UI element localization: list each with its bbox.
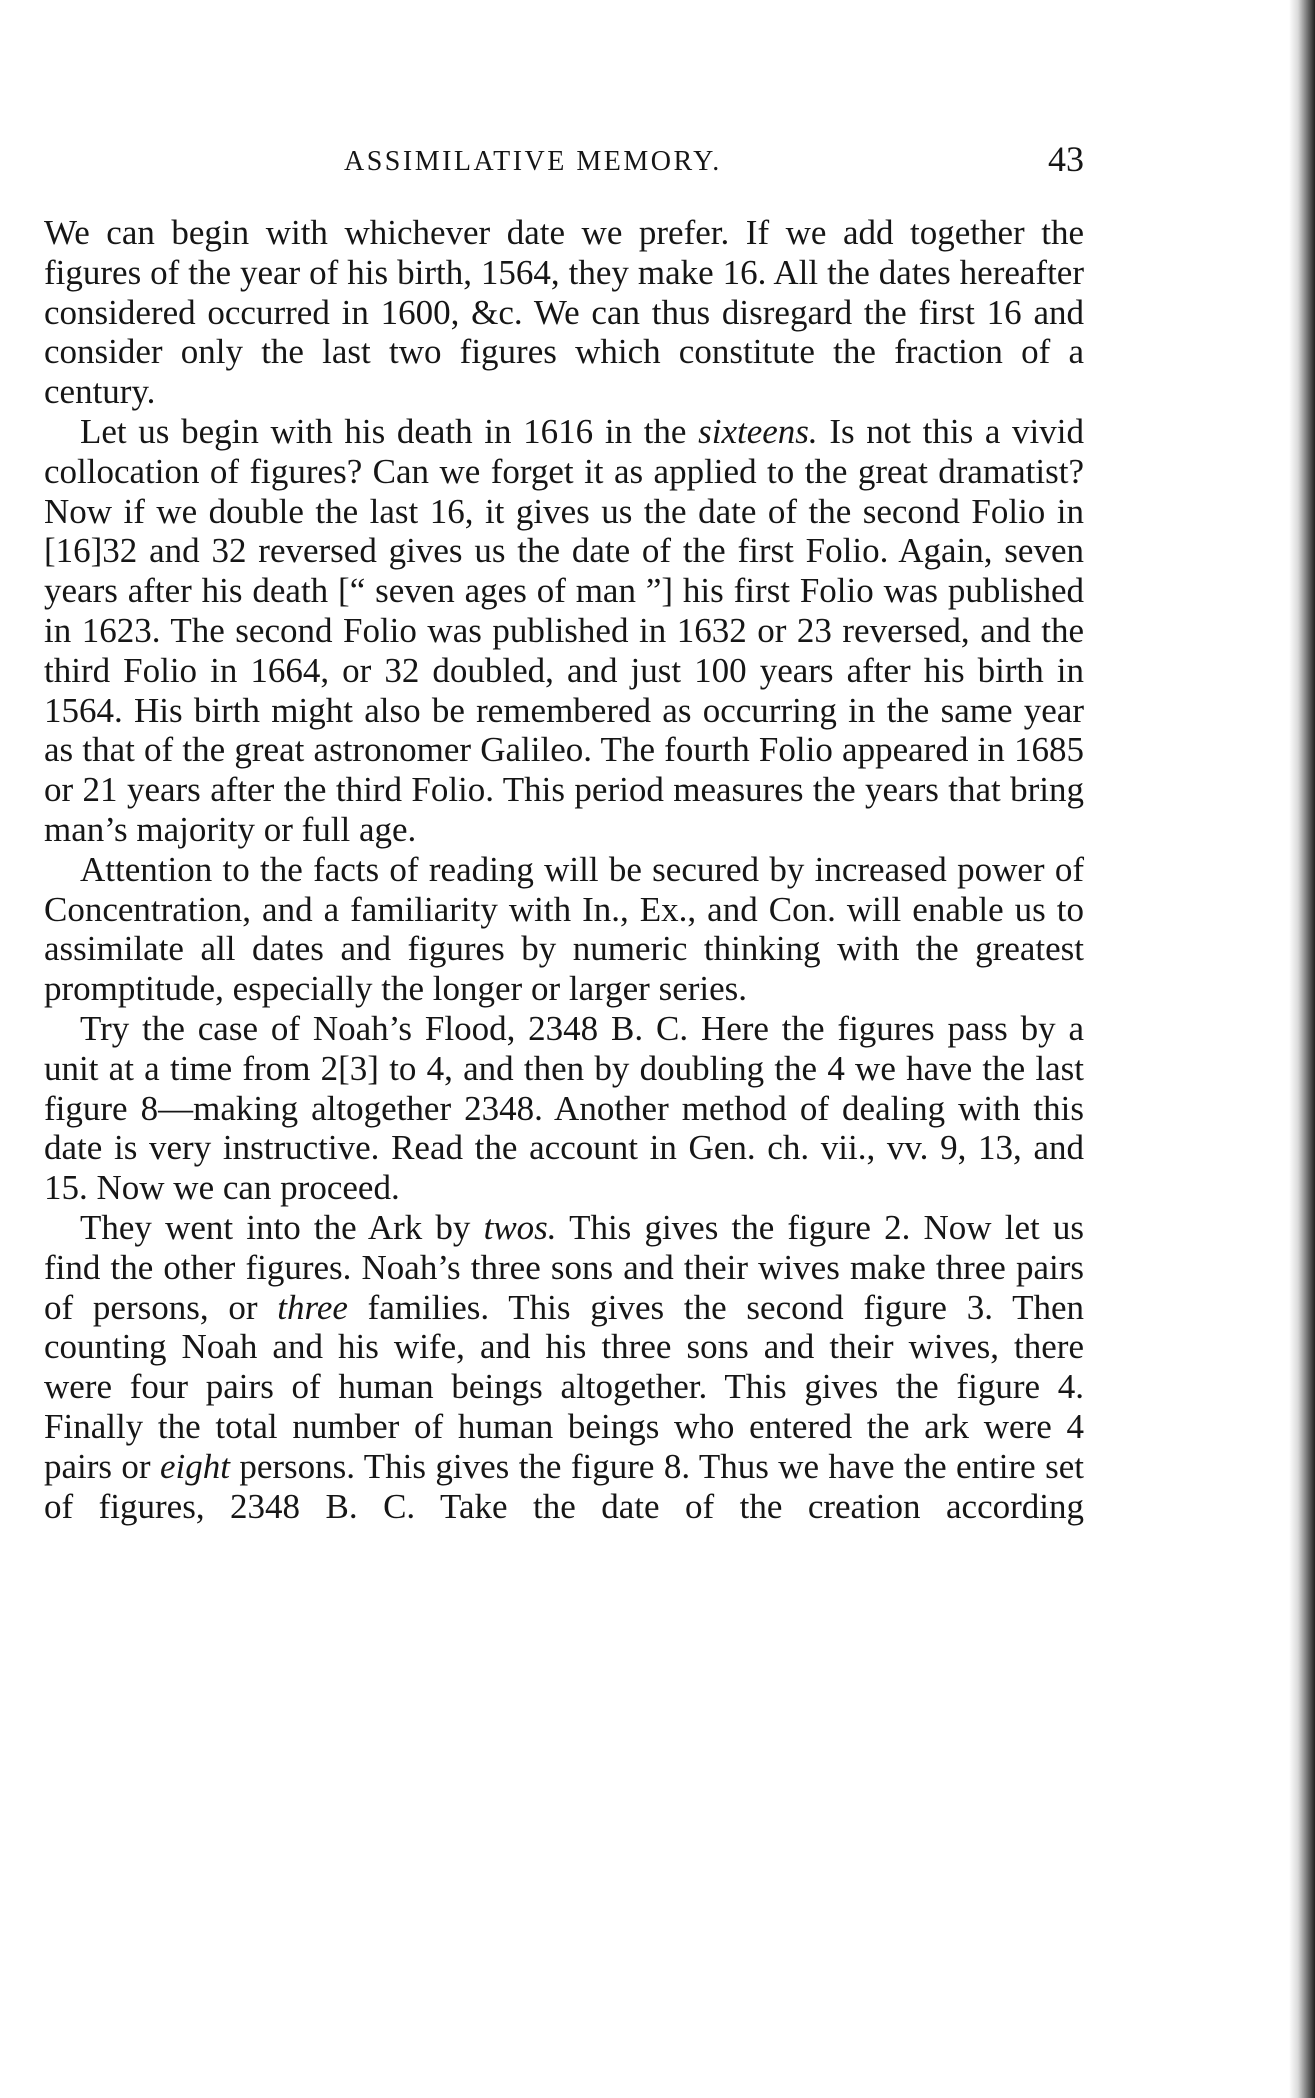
paragraph-2-text-b: Is not this a vivid collocation of figures? Can we forget it as applied to the great dramatist? Now if we double the last 16, it gives us the date of the second Folio in [16]32 and 32 reversed gives us the date of the first Folio. Again, seven years after his death [“ seven ages of man ”] his first Folio was published in 1623. The second Folio was published in 1632 or 23 reversed, and the third Folio in 1664, or 32 doubled, and just 100 years after his birth in 1564. His birth might also be remembered as occurring in the same year as that of the great astronomer Galileo. The fourth Folio appeared in 1685 or 21 years after the third Folio. This period measures the years that bring man’s majority or full age. — [44, 411, 1084, 849]
paragraph-5-italic-three: three — [277, 1287, 348, 1327]
paragraph-4-text: Try the case of Noah’s Flood, 2348 B. C. Here the figures pass by a unit at a time from 2[3] to 4, and then by doubling the 4 we have the last figure 8—making altogether 2348. Another method of dealing with this date is very instructive. Read the account in Gen. ch. vii., vv. 9, 13, and 15. Now we can proceed. — [44, 1008, 1084, 1208]
paragraph-5-text-a: They went into the Ark by — [80, 1207, 484, 1247]
page-edge-shadow — [1289, 0, 1315, 2098]
paragraph-2-text-a: Let us begin with his death in 1616 in the — [80, 411, 699, 451]
paragraph-5-italic-twos: twos. — [483, 1207, 557, 1247]
paragraph-2-italic: sixteens. — [698, 411, 818, 451]
paragraph-5-italic-eight: eight — [159, 1446, 230, 1486]
paragraph-5-text-d: persons. This gives the figure 8. Thus we have the entire set of figures, 2348 B. C. Take the date of the creation according — [44, 1446, 1084, 1526]
paragraph-5 — [44, 1208, 1084, 1526]
paragraph-5-text-c: families. This gives the second figure 3. Then counting Noah and his wife, and his three sons and their wives, there were four pairs of human beings altogether. This gives the figure 4. Finally the total number of human beings who entered the ark were 4 pairs or — [44, 1287, 1084, 1486]
paragraph-4 — [44, 1009, 1084, 1208]
paragraph-2 — [44, 412, 1084, 850]
page-number: 43 — [1048, 139, 1084, 179]
page-header — [44, 138, 1084, 188]
paragraph-5-text-b: This gives the figure 2. Now let us find the other figures. Noah’s three sons and their wives make three pairs of persons, or — [44, 1207, 1084, 1327]
paragraph-1 — [44, 213, 1084, 412]
paragraph-3 — [44, 850, 1084, 1009]
paragraph-1-text: We can begin with whichever date we prefer. If we add together the figures of the year of his birth, 1564, they make 16. All the dates hereafter considered occurred in 1600, &c. We can thus disregard the first 16 and consider only the last two figures which constitute the fraction of a century. — [44, 213, 1084, 412]
running-head: ASSIMILATIVE MEMORY. — [344, 146, 722, 177]
paragraph-3-text: Attention to the facts of reading will be secured by increased power of Concentration, and a familiarity with In., Ex., and Con. will enable us to assimilate all dates and figures by numeric thinking with the greatest promptitude, especially the longer or larger series. — [44, 849, 1084, 1009]
body-text — [44, 213, 1084, 1526]
